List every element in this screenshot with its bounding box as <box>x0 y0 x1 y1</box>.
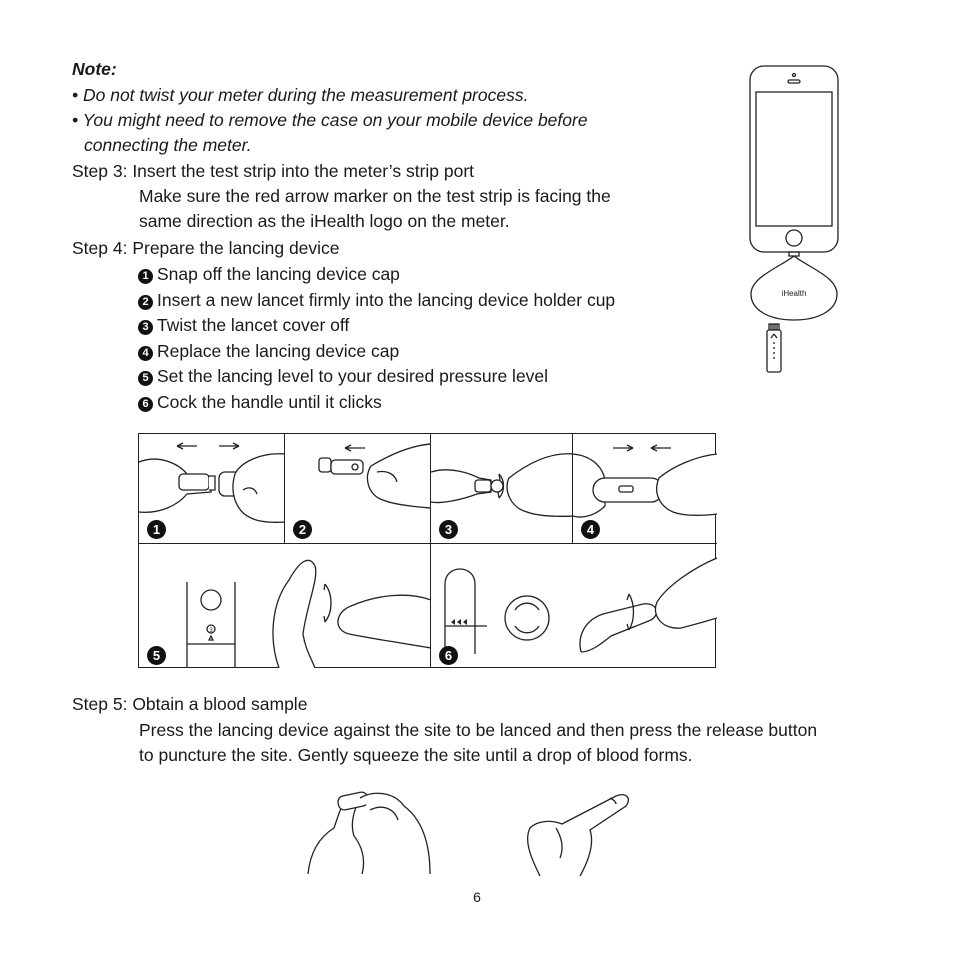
step-number-icon: 1 <box>138 269 153 284</box>
step4-item <box>138 339 399 364</box>
lancing-steps-grid <box>138 433 716 668</box>
step4-item-text: Cock the handle until it clicks <box>157 392 382 412</box>
step-number-icon: 4 <box>138 346 153 361</box>
panel-number-icon: 4 <box>581 520 600 539</box>
step5-line2: to puncture the site. Gently squeeze the site until a drop of blood forms. <box>139 745 693 765</box>
step4-item-text: Twist the lancet cover off <box>157 315 350 335</box>
step4-item-text: Replace the lancing device cap <box>157 341 400 361</box>
hand-squeeze-illustration <box>520 784 636 876</box>
hand-lancing-illustration <box>304 784 436 874</box>
panel-number-icon: 2 <box>293 520 312 539</box>
step-number-icon: 3 <box>138 320 153 335</box>
step4-item <box>138 313 349 338</box>
panel-number-icon: 3 <box>439 520 458 539</box>
arrow-icon <box>177 443 197 449</box>
panel-number-icon: 6 <box>439 646 458 665</box>
step-number-icon: 2 <box>138 295 153 310</box>
step3-line1: Make sure the red arrow marker on the test strip is facing the <box>139 186 611 206</box>
panel-2 <box>285 434 431 544</box>
circle-dial-icon <box>201 590 221 610</box>
note-title: Note: <box>72 59 117 79</box>
panel-6 <box>431 544 717 668</box>
step4-item <box>138 288 615 313</box>
page-number: 6 <box>473 889 481 905</box>
step5-heading: Step 5: Obtain a blood sample <box>72 694 308 714</box>
step-number-icon: 6 <box>138 397 153 412</box>
note-bullet-2b: connecting the meter. <box>84 135 252 155</box>
step4-heading: Step 4: Prepare the lancing device <box>72 238 340 258</box>
meter-logo: iHealth <box>781 289 807 298</box>
panel-5 <box>139 544 431 668</box>
panel-4 <box>573 434 717 544</box>
step4-item <box>138 364 548 389</box>
panel-3 <box>431 434 573 544</box>
note-bullet-1: • Do not twist your meter during the measurement process. <box>72 85 529 105</box>
step4-item-text: Snap off the lancing device cap <box>157 264 400 284</box>
dial-level: 3 <box>209 628 213 634</box>
step3-line2: same direction as the iHealth logo on the meter. <box>139 211 510 231</box>
step3-heading: Step 3: Insert the test strip into the meter’s strip port <box>72 161 475 181</box>
step4-item-text: Insert a new lancet firmly into the lancing device holder cup <box>157 290 616 310</box>
phone-meter-illustration <box>745 62 845 382</box>
note-bullet-2a: • You might need to remove the case on your mobile device before <box>72 110 588 130</box>
step-number-icon: 5 <box>138 371 153 386</box>
step4-item-text: Set the lancing level to your desired pressure level <box>157 366 549 386</box>
panel-1 <box>139 434 285 544</box>
step5-line1: Press the lancing device against the site to be lanced and then press the release button <box>139 720 818 740</box>
panel-number-icon: 5 <box>147 646 166 665</box>
panel-number-icon: 1 <box>147 520 166 539</box>
step4-item <box>138 390 382 415</box>
step4-item <box>138 262 400 287</box>
